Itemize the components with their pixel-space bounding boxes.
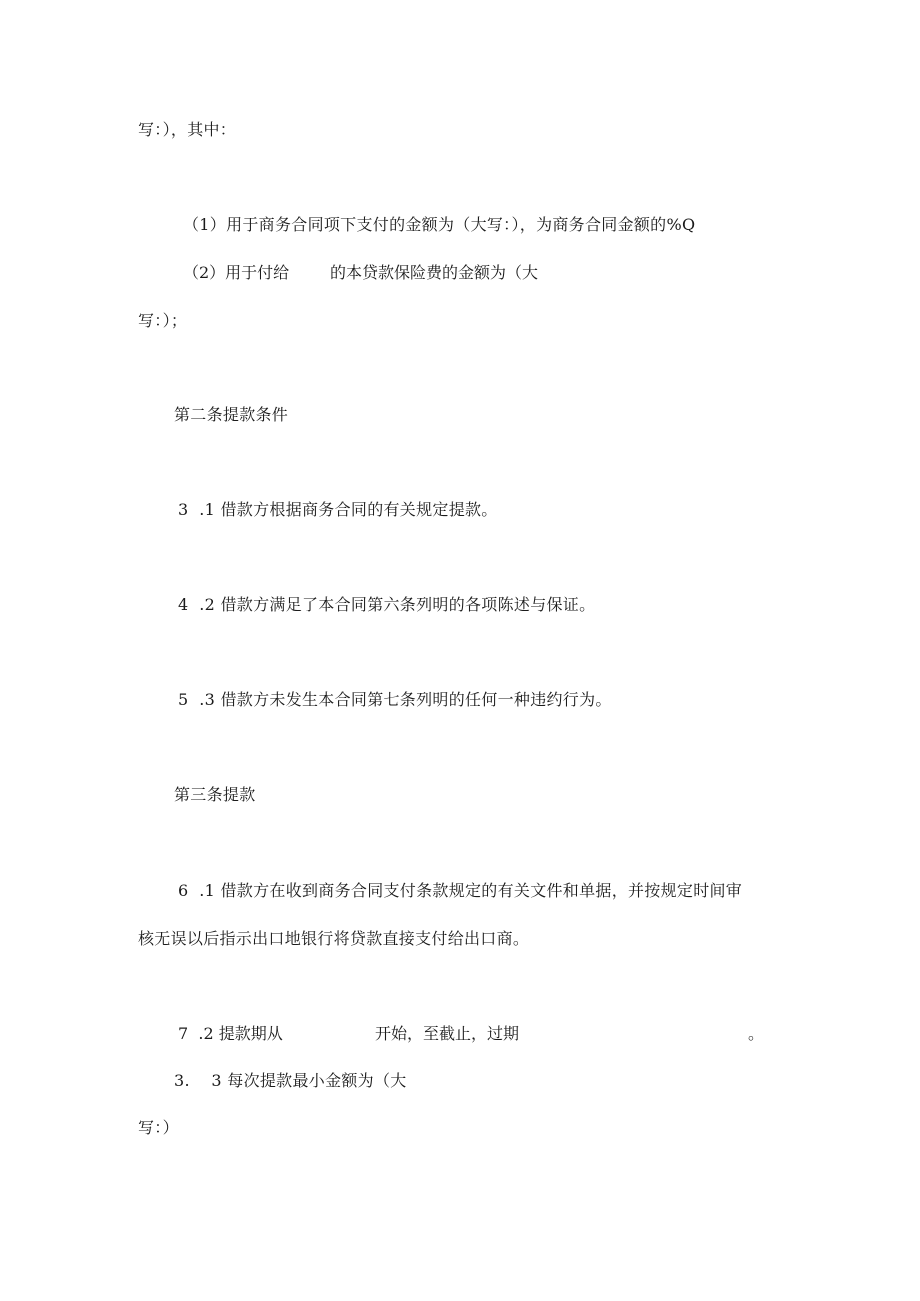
clause-item-fragment: 开始，至截止，过期	[375, 1024, 520, 1043]
clause-item-continuation: 核无误以后指示出口地银行将贷款直接支付给出口商。	[138, 929, 530, 948]
text-line: 的本贷款保险费的金额为（大	[330, 263, 539, 282]
text-line: （2）用于付给	[183, 263, 290, 282]
clause-item: 3 .1 借款方根据商务合同的有关规定提款。	[178, 500, 498, 519]
text-line: 写：），其中：	[138, 120, 237, 139]
text-line: 写：）；	[138, 311, 188, 330]
clause-item: 6 .1 借款方在收到商务合同支付条款规定的有关文件和单据，并按规定时间审	[178, 881, 743, 900]
clause-item-fragment: 。	[748, 1024, 765, 1043]
clause-item: 7 .2 提款期从	[178, 1024, 283, 1043]
clause-item: 3. 3 每次提款最小金额为（大	[174, 1071, 407, 1090]
section-heading: 第三条提款	[174, 785, 256, 804]
clause-item: 5 .3 借款方未发生本合同第七条列明的任何一种违约行为。	[178, 690, 612, 709]
text-line: （1）用于商务合同项下支付的金额为（大写：），为商务合同金额的%Q	[183, 215, 696, 234]
section-heading: 第二条提款条件	[174, 405, 289, 424]
clause-item: 4 .2 借款方满足了本合同第六条列明的各项陈述与保证。	[178, 595, 596, 614]
clause-item-continuation: 写：）	[138, 1118, 179, 1137]
